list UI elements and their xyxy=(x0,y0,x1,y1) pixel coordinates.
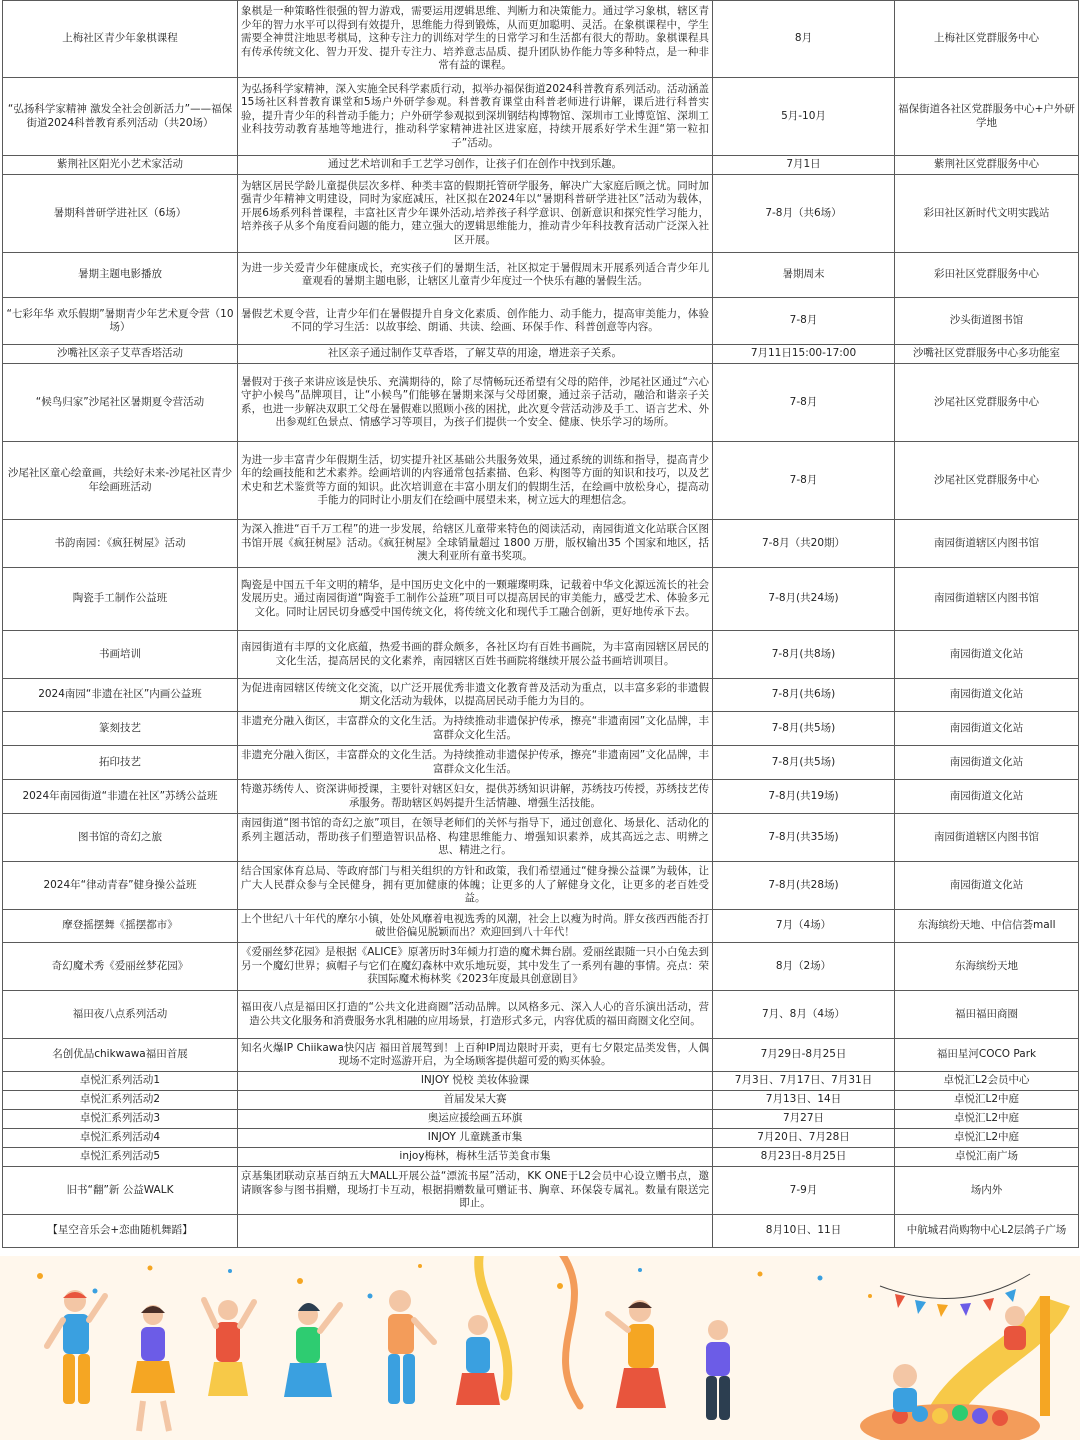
events-table xyxy=(2,0,1079,1248)
table-row xyxy=(3,814,1079,862)
table-row xyxy=(3,175,1079,253)
event-name-cell: 奇幻魔术秀《爱丽丝梦花园》 xyxy=(3,943,238,991)
event-place-cell: 南园街道文化站 xyxy=(895,780,1079,814)
event-time-cell: 7-8月(共24场) xyxy=(713,568,895,631)
event-time-cell: 7-8月(共8场) xyxy=(713,631,895,679)
table-row xyxy=(3,1072,1079,1091)
event-name-cell: “弘扬科学家精神 激发全社会创新活力”——福保街道2024科普教育系列活动（共20场） xyxy=(3,78,238,156)
event-time-cell: 8月（2场） xyxy=(713,943,895,991)
event-description-cell: 福田夜八点是福田区打造的“公共文化进商圈”活动品牌。以风格多元、深入人心的音乐演出活动，营造公共文化服务和消费服务水乳相融的应用场景，打造形式多元，内容优质的福田商圈文化空间。 xyxy=(238,991,713,1039)
event-name-cell: 名创优品chikwawa福田首展 xyxy=(3,1039,238,1072)
table-row xyxy=(3,156,1079,175)
table-row xyxy=(3,943,1079,991)
event-description-cell: 非遗充分融入街区，丰富群众的文化生活。为持续推动非遗保护传承，擦亮“非遗南园”文化品牌，丰富群众文化生活。 xyxy=(238,712,713,746)
event-time-cell: 7-8月 xyxy=(713,364,895,442)
table-row xyxy=(3,1091,1079,1110)
event-place-cell: 东海缤纷天地、中信信荟mall xyxy=(895,910,1079,943)
event-time-cell: 7-8月（共6场） xyxy=(713,175,895,253)
event-description-cell: 为辖区居民学龄儿童提供层次多样、种类丰富的假期托管研学服务，解决广大家庭后顾之忧。同时加强青少年精神文明建设，同时为家庭减压，社区拟在2024年以“暑期科普研学进社区”活动为载体，开展6场系列科普课程，丰富社区青少年课外活动,培养孩子科学意识、创新意识和探究性学习能力，培养孩子从多个角度看问题的能力，建立强大的逻辑思维能力，推动青少年科技教育活动广泛深入社区开展。 xyxy=(238,175,713,253)
event-description-cell: 非遗充分融入街区，丰富群众的文化生活。为持续推动非遗保护传承，擦亮“非遗南园”文化品牌，丰富群众文化生活。 xyxy=(238,746,713,780)
event-place-cell: 福田福田商圈 xyxy=(895,991,1079,1039)
event-place-cell: 福保街道各社区党群服务中心+户外研学地 xyxy=(895,78,1079,156)
event-description-cell: 为弘扬科学家精神，深入实施全民科学素质行动，拟举办福保街道2024科普教育系列活动。活动涵盖15场社区科普教育课堂和5场户外研学参观。科普教育课堂由科普老师进行讲解，课后进行科普实验，提升青少年的科普动手能力；户外研学参观拟到深圳钢结构博物馆、深圳市工业博览馆、深圳工业科技劳动教育基地等地进行，推动科学家精神进社区进家庭，持续开展系好学术生涯“第一粒扣子”活动。 xyxy=(238,78,713,156)
event-name-cell: 卓悦汇系列活动2 xyxy=(3,1091,238,1110)
event-name-cell: 沙尾社区童心绘童画，共绘好未来-沙尾社区青少年绘画班活动 xyxy=(3,442,238,520)
event-name-cell: 2024南园“非遗在社区”内画公益班 xyxy=(3,679,238,712)
event-place-cell: 南园街道辖区内图书馆 xyxy=(895,520,1079,568)
table-row xyxy=(3,568,1079,631)
event-place-cell: 南园街道文化站 xyxy=(895,712,1079,746)
event-name-cell: 上梅社区青少年象棋课程 xyxy=(3,1,238,78)
event-place-cell: 南园街道文化站 xyxy=(895,679,1079,712)
event-time-cell: 7-8月(共28场) xyxy=(713,862,895,910)
event-time-cell: 7-8月(共5场) xyxy=(713,712,895,746)
event-name-cell: 暑期主题电影播放 xyxy=(3,253,238,298)
table-row xyxy=(3,1,1079,78)
event-name-cell: 篆刻技艺 xyxy=(3,712,238,746)
event-time-cell: 7月27日 xyxy=(713,1110,895,1129)
event-description-cell: 《爱丽丝梦花园》是根据《ALICE》原著历时3年倾力打造的魔术舞台剧。爱丽丝跟随一只小白兔去到另一个魔幻世界；疯帽子与它们在魔幻森林中欢乐地玩耍，其中发生了一系列有趣的事情。亮点：荣获国际魔术梅林奖《2023年度最具创意剧目》 xyxy=(238,943,713,991)
event-name-cell: 摩登摇摆舞《摇摆都市》 xyxy=(3,910,238,943)
event-name-cell: 沙嘴社区亲子艾草香塔活动 xyxy=(3,345,238,364)
table-row xyxy=(3,780,1079,814)
events-table-body xyxy=(3,1,1079,1248)
event-description-cell: 社区亲子通过制作艾草香塔，了解艾草的用途，增进亲子关系。 xyxy=(238,345,713,364)
table-row xyxy=(3,1129,1079,1148)
table-row xyxy=(3,631,1079,679)
table-row xyxy=(3,712,1079,746)
event-place-cell: 南园街道辖区内图书馆 xyxy=(895,568,1079,631)
event-place-cell: 沙尾社区党群服务中心 xyxy=(895,364,1079,442)
table-row xyxy=(3,253,1079,298)
event-place-cell: 南园街道文化站 xyxy=(895,746,1079,780)
event-time-cell: 7月1日 xyxy=(713,156,895,175)
event-place-cell: 卓悦汇南广场 xyxy=(895,1148,1079,1167)
table-row xyxy=(3,679,1079,712)
table-row xyxy=(3,991,1079,1039)
event-place-cell: 南园街道辖区内图书馆 xyxy=(895,814,1079,862)
event-description-cell: 奥运应援绘画五环旗 xyxy=(238,1110,713,1129)
event-place-cell: 沙头街道图书馆 xyxy=(895,298,1079,345)
event-description-cell: 为促进南园辖区传统文化交流，以广泛开展优秀非遗文化教育普及活动为重点，以丰富多彩的非遗假期文化活动为载体，以提高居民动手能力为目的。 xyxy=(238,679,713,712)
event-time-cell: 7-8月 xyxy=(713,442,895,520)
event-description-cell: 为进一步丰富青少年假期生活，切实提升社区基础公共服务效果，通过系统的训练和指导，提高青少年的绘画技能和艺术素养。绘画培训的内容通常包括素描、色彩、构图等方面的知识和技巧，以及艺术史和艺术鉴赏等方面的知识。此次培训意在丰富小朋友们的假期生活，在绘画中放松身心，提高动手能力的同时让小朋友们在绘画中展望未来，树立远大的理想信念。 xyxy=(238,442,713,520)
event-description-cell: 为进一步关爱青少年健康成长，充实孩子们的暑期生活，社区拟定于暑假周末开展系列适合青少年儿童观看的暑期主题电影，让辖区儿童青少年度过一个快乐有趣的暑假生活。 xyxy=(238,253,713,298)
event-description-cell: 为深入推进“百千万工程”的进一步发展，给辖区儿童带来特色的阅读活动，南园街道文化站联合区图书馆开展《疯狂树屋》活动。《疯狂树屋》全球销量超过 1800 万册，版权输出35 个国家和地区，括澳大利亚所有童书奖项。 xyxy=(238,520,713,568)
event-description-cell: 首届发呆大赛 xyxy=(238,1091,713,1110)
event-name-cell: 紫荆社区阳光小艺术家活动 xyxy=(3,156,238,175)
event-place-cell: 福田星河COCO Park xyxy=(895,1039,1079,1072)
event-description-cell: 暑假对于孩子来讲应该是快乐、充满期待的，除了尽情畅玩还希望有父母的陪伴，沙尾社区通过“六心守护小候鸟”品牌项目，让“小候鸟”们能够在暑期来深与父母团聚，通过亲子活动，融洽和谐亲子关系，也进一步解决双职工父母在暑假难以照顾小孩的困扰，此次夏令营活动涉及手工、语言艺术、外出参观红色景点、情感学习等项目，为孩子们提供一个安全、健康、快乐学习的场所。 xyxy=(238,364,713,442)
event-place-cell: 场内外 xyxy=(895,1167,1079,1215)
event-place-cell: 卓悦汇L2中庭 xyxy=(895,1110,1079,1129)
event-description-cell: 结合国家体育总局、等政府部门与相关组织的方针和政策，我们希望通过“健身操公益课”为载体，让广大人民群众参与全民健身，拥有更加健康的体魄；让更多的人了解健身文化，让更多的老百姓受益。 xyxy=(238,862,713,910)
event-description-cell: 暑假艺术夏令营，让青少年们在暑假提升自身文化素质、创作能力、动手能力，提高审美能力，体验不同的学习生活：以故事绘、朗诵、共读、绘画、环保手作、科普创意等内容。 xyxy=(238,298,713,345)
event-time-cell: 7月29日-8月25日 xyxy=(713,1039,895,1072)
event-description-cell: 象棋是一种策略性很强的智力游戏，需要运用逻辑思维、判断力和决策能力。通过学习象棋，辖区青少年的智力水平可以得到有效提升，思维能力得到锻炼，从而更加聪明、灵活。在象棋课程中，学生需要全神贯注地思考棋局，这种专注力的训练对学生的日常学习和生活都有很大的帮助。象棋课程具有传承传统文化、智力开发、提升专注力、培养意志品质、提升团队协作能力等多种特点，是一种非常有益的课程。 xyxy=(238,1,713,78)
event-name-cell: 2024年“律动青春”健身操公益班 xyxy=(3,862,238,910)
event-place-cell: 卓悦汇L2会员中心 xyxy=(895,1072,1079,1091)
event-name-cell: 卓悦汇系列活动1 xyxy=(3,1072,238,1091)
event-description-cell: 知名火爆IP Chiikawa快闪店 福田首展驾到！上百种IP周边限时开卖，更有七夕限定品类发售，人偶现场不定时巡游开启，为全场顾客提供超可爱的购买体验。 xyxy=(238,1039,713,1072)
event-time-cell: 7月13日、14日 xyxy=(713,1091,895,1110)
event-time-cell: 7月（4场） xyxy=(713,910,895,943)
table-row xyxy=(3,345,1079,364)
event-place-cell: 彩田社区党群服务中心 xyxy=(895,253,1079,298)
event-place-cell: 紫荆社区党群服务中心 xyxy=(895,156,1079,175)
event-place-cell: 沙尾社区党群服务中心 xyxy=(895,442,1079,520)
table-row xyxy=(3,1215,1079,1248)
event-description-cell: INJOY 悦校 美妆体验课 xyxy=(238,1072,713,1091)
event-name-cell: 2024年南园街道“非遗在社区”苏绣公益班 xyxy=(3,780,238,814)
event-name-cell: 福田夜八点系列活动 xyxy=(3,991,238,1039)
festival-illustration xyxy=(0,1256,1080,1440)
event-name-cell: 卓悦汇系列活动4 xyxy=(3,1129,238,1148)
event-place-cell: 沙嘴社区党群服务中心多功能室 xyxy=(895,345,1079,364)
event-time-cell: 7-9月 xyxy=(713,1167,895,1215)
event-name-cell: “七彩年华 欢乐假期”暑期青少年艺术夏令营（10场） xyxy=(3,298,238,345)
event-time-cell: 8月 xyxy=(713,1,895,78)
event-time-cell: 5月-10月 xyxy=(713,78,895,156)
event-description-cell: 南园街道有丰厚的文化底蕴，热爱书画的群众颇多，各社区均有百姓书画院，为丰富南园辖区居民的文化生活，提高居民的文化素养，南园辖区百姓书画院将继续开展公益书画培训项目。 xyxy=(238,631,713,679)
event-place-cell: 上梅社区党群服务中心 xyxy=(895,1,1079,78)
event-place-cell: 南园街道文化站 xyxy=(895,631,1079,679)
table-row xyxy=(3,1167,1079,1215)
event-time-cell: 8月10日、11日 xyxy=(713,1215,895,1248)
table-row xyxy=(3,78,1079,156)
event-time-cell: 8月23日-8月25日 xyxy=(713,1148,895,1167)
event-name-cell: “候鸟归家”沙尾社区暑期夏令营活动 xyxy=(3,364,238,442)
event-time-cell: 7-8月(共19场) xyxy=(713,780,895,814)
event-place-cell: 中航城君尚购物中心L2层鸽子广场 xyxy=(895,1215,1079,1248)
event-description-cell: 通过艺术培训和手工艺学习创作，让孩子们在创作中找到乐趣。 xyxy=(238,156,713,175)
table-row xyxy=(3,364,1079,442)
table-row xyxy=(3,1110,1079,1129)
event-description-cell: injoy梅林，梅林生活节美食市集 xyxy=(238,1148,713,1167)
event-time-cell: 7月3日、7月17日、7月31日 xyxy=(713,1072,895,1091)
event-time-cell: 7-8月 xyxy=(713,298,895,345)
event-name-cell: 陶瓷手工制作公益班 xyxy=(3,568,238,631)
table-row xyxy=(3,910,1079,943)
event-time-cell: 7月11日15:00-17:00 xyxy=(713,345,895,364)
event-time-cell: 7-8月(共5场) xyxy=(713,746,895,780)
event-name-cell: 旧书“翻”新 公益WALK xyxy=(3,1167,238,1215)
event-time-cell: 7月、8月（4场） xyxy=(713,991,895,1039)
event-description-cell: 京基集团联动京基百纳五大MALL开展公益“漂流书屋”活动，KK ONE于L2会员中心设立赠书点，邀请顾客参与图书捐赠，现场打卡互动，根据捐赠数量可赠证书、胸章、环保袋专属礼。数量有限送完即止。 xyxy=(238,1167,713,1215)
event-description-cell: 南园街道“图书馆的奇幻之旅”项目，在领导老师们的关怀与指导下，通过创意化、场景化、活动化的系列主题活动，帮助孩子们塑造智识品格、构建思维能力、增强知识素养，成其高远之志、明辨之思、精进之行。 xyxy=(238,814,713,862)
event-name-cell: 卓悦汇系列活动5 xyxy=(3,1148,238,1167)
event-place-cell: 卓悦汇L2中庭 xyxy=(895,1091,1079,1110)
table-row xyxy=(3,298,1079,345)
event-time-cell: 暑期周末 xyxy=(713,253,895,298)
event-description-cell xyxy=(238,1215,713,1248)
event-name-cell: 【星空音乐会+恋曲随机舞蹈】 xyxy=(3,1215,238,1248)
event-name-cell: 暑期科普研学进社区（6场） xyxy=(3,175,238,253)
event-place-cell: 卓悦汇L2中庭 xyxy=(895,1129,1079,1148)
event-description-cell: 上个世纪八十年代的摩尔小镇，处处风靡着电视选秀的风潮，社会上以瘦为时尚。胖女孩西西能否打破世俗偏见脱颖而出？欢迎回到八十年代！ xyxy=(238,910,713,943)
event-description-cell: 陶瓷是中国五千年文明的精华，是中国历史文化中的一颗璀璨明珠，记载着中华文化源远流长的社会发展历史。通过南园街道“陶瓷手工制作公益班”项目可以提高居民的审美能力，感受艺术、体验多元文化。同时让居民切身感受中国传统文化，将传统文化和现代手工融合创新，更好地传承下去。 xyxy=(238,568,713,631)
event-name-cell: 卓悦汇系列活动3 xyxy=(3,1110,238,1129)
event-name-cell: 书画培训 xyxy=(3,631,238,679)
event-place-cell: 东海缤纷天地 xyxy=(895,943,1079,991)
event-time-cell: 7月20日、7月28日 xyxy=(713,1129,895,1148)
event-time-cell: 7-8月(共6场) xyxy=(713,679,895,712)
event-description-cell: 特邀苏绣传人、资深讲师授课，主要针对辖区妇女，提供苏绣知识讲解，苏绣技巧传授，苏绣技艺传承服务。帮助辖区妈妈提升生活情趣、增强生活技能。 xyxy=(238,780,713,814)
table-row xyxy=(3,1148,1079,1167)
event-time-cell: 7-8月（共20期） xyxy=(713,520,895,568)
event-place-cell: 彩田社区新时代文明实践站 xyxy=(895,175,1079,253)
event-name-cell: 图书馆的奇幻之旅 xyxy=(3,814,238,862)
table-row xyxy=(3,1039,1079,1072)
table-row xyxy=(3,520,1079,568)
table-row xyxy=(3,862,1079,910)
event-name-cell: 书韵南园：《疯狂树屋》活动 xyxy=(3,520,238,568)
event-time-cell: 7-8月(共35场) xyxy=(713,814,895,862)
table-row xyxy=(3,442,1079,520)
event-name-cell: 拓印技艺 xyxy=(3,746,238,780)
table-row xyxy=(3,746,1079,780)
event-place-cell: 南园街道文化站 xyxy=(895,862,1079,910)
event-description-cell: INJOY 儿童跳蚤市集 xyxy=(238,1129,713,1148)
